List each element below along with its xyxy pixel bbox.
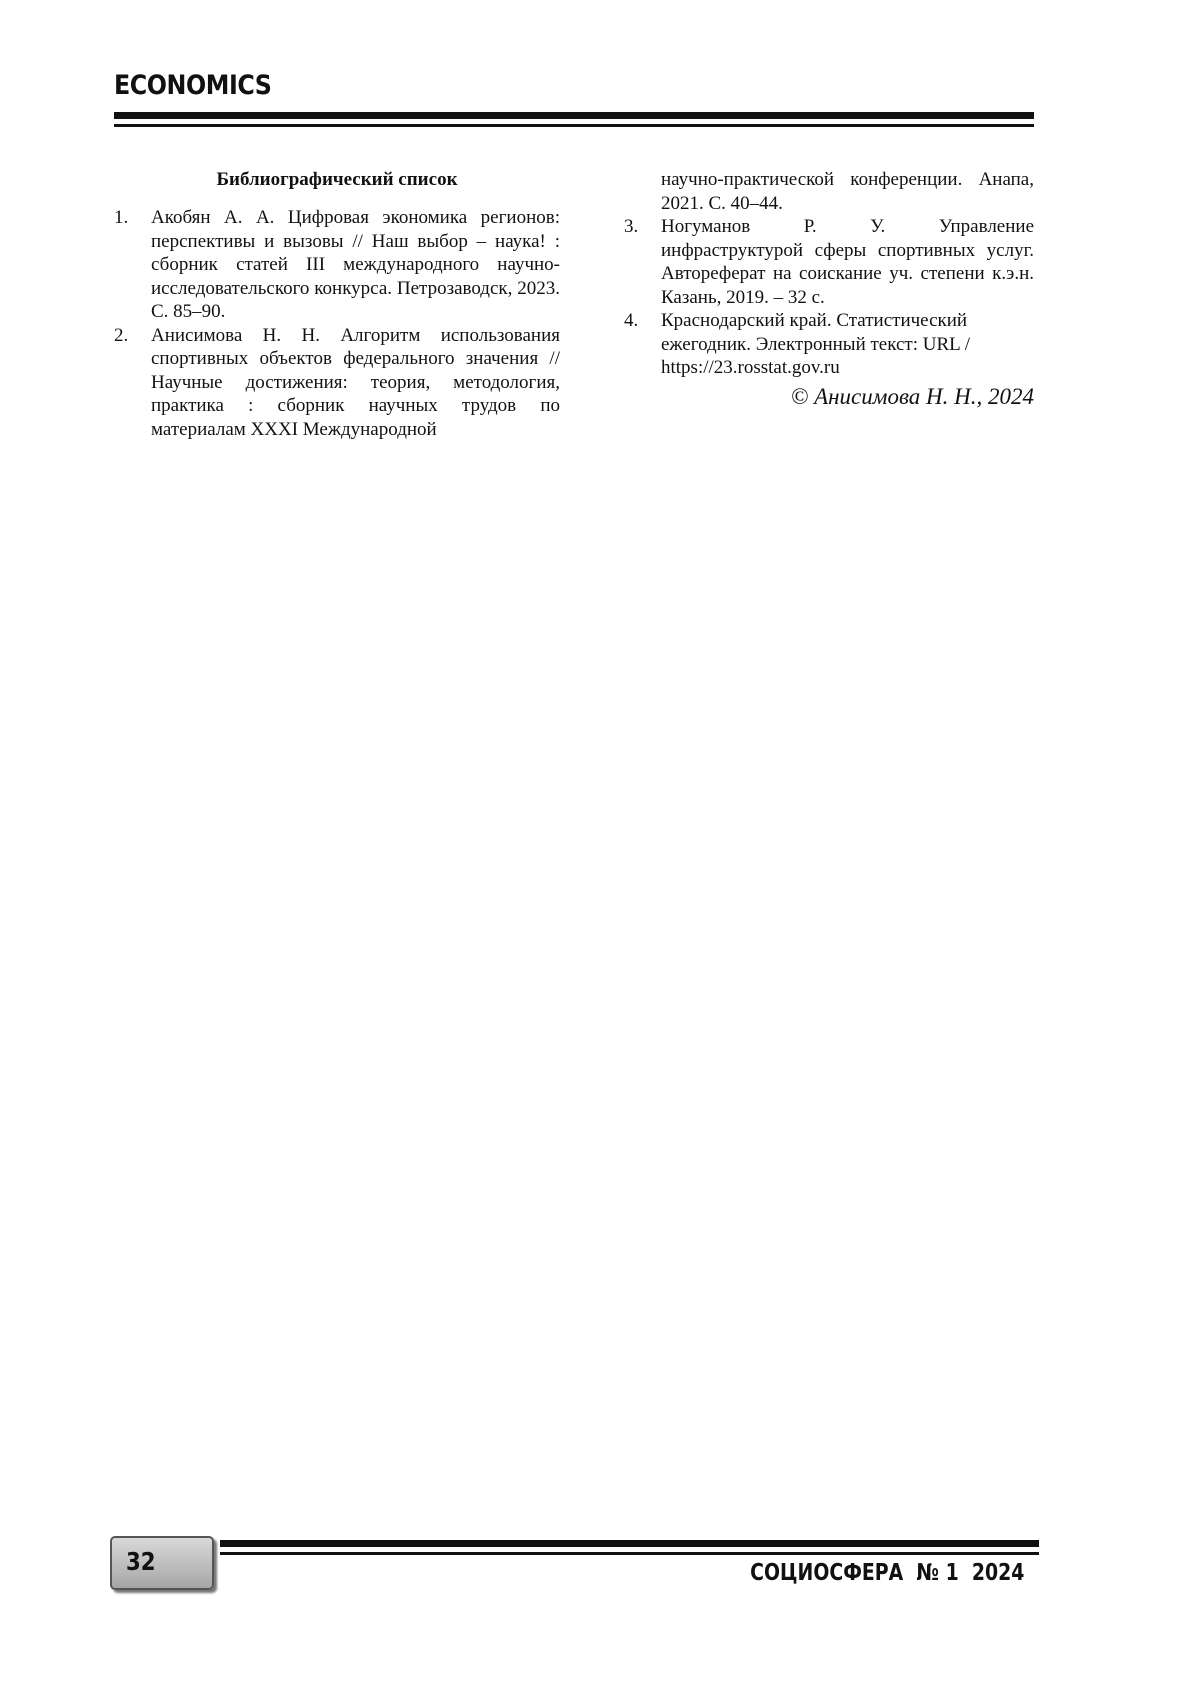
right-column <box>624 168 1034 380</box>
header-rule-thick <box>114 112 1034 119</box>
reference-item <box>624 309 1034 380</box>
reference-item <box>114 206 560 324</box>
footer-rule-thin <box>220 1552 1039 1555</box>
reference-number: 2. <box>114 324 129 346</box>
header-rule-thin <box>114 124 1034 127</box>
copyright-notice: © Анисимова Н. Н., 2024 <box>790 384 1034 409</box>
reference-number: 4. <box>624 310 639 331</box>
reference-item <box>624 215 1034 309</box>
reference-continuation <box>624 168 1034 215</box>
reference-text: Акобян А. А. Цифровая экономика регионов: перспективы и вызовы // Наш выбор – наука! : сборник статей III международного научно-исследовательского конкурса. Петрозаводск, 2023. С. 85–90. <box>151 207 560 322</box>
reference-number: 1. <box>114 207 129 228</box>
bibliography-heading: Библиографический список <box>216 169 458 190</box>
footer-rule-thick <box>220 1540 1039 1547</box>
journal-issue: СОЦИОСФЕРА № 1 2024 <box>749 1560 1024 1586</box>
reference-text: Анисимова Н. Н. Алгоритм использования спортивных объектов федерального значения // Научные достижения: теория, методология, практика : сборник научных трудов по материалам XXXI Международной <box>151 324 560 440</box>
reference-text: Ногуманов Р. У. Управление инфраструктурой сферы спортивных услуг. Автореферат на соискание уч. степени к.э.н. Казань, 2019. – 32 с. <box>661 216 1034 308</box>
page-number-tab <box>110 1536 214 1590</box>
section-title: ECONOMICS <box>114 70 272 101</box>
left-column <box>114 168 560 441</box>
reference-text: научно-практической конференции. Анапа, 2021. С. 40–44. <box>661 169 1034 214</box>
reference-number: 3. <box>624 216 639 237</box>
reference-text: Краснодарский край. Статистический ежегодник. Электронный текст: URL / https://23.rosstat.gov.ru <box>661 310 971 378</box>
page-number: 32 <box>126 1547 156 1576</box>
reference-item <box>114 324 560 442</box>
